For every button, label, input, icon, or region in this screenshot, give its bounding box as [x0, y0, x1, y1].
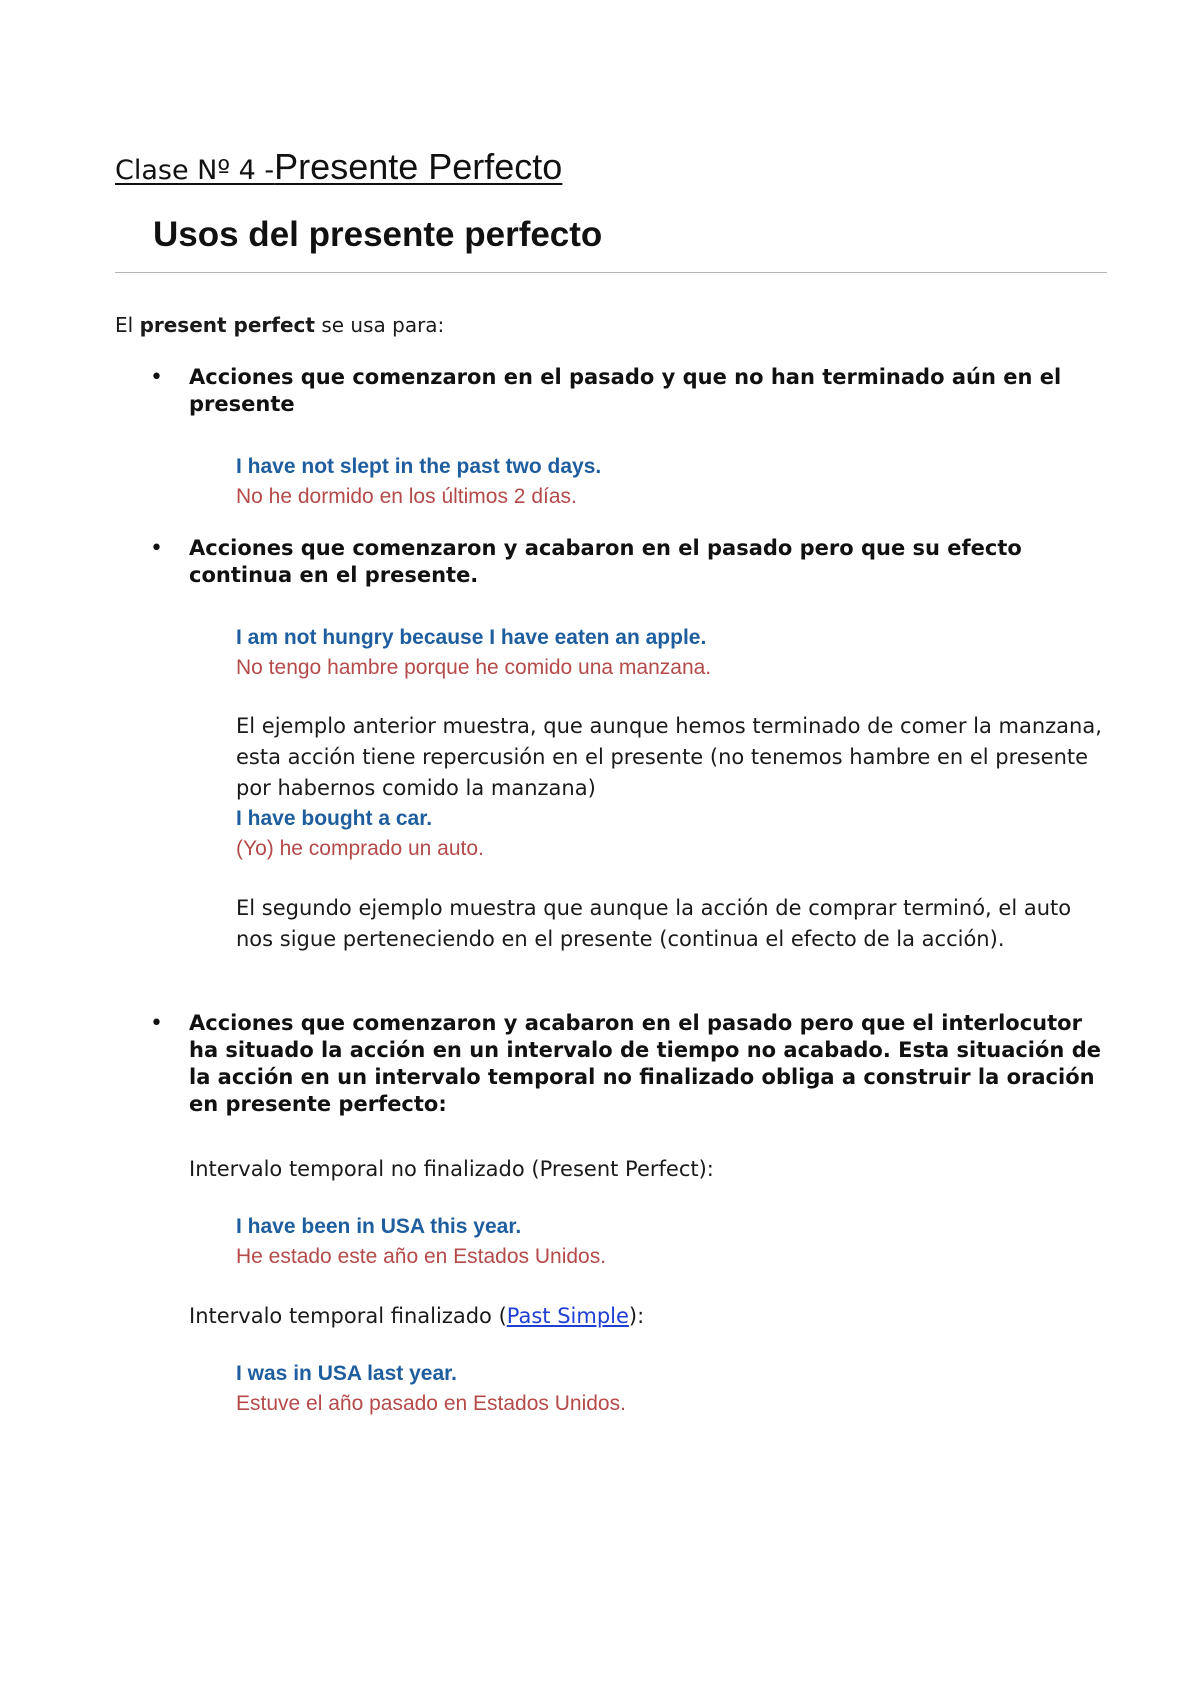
use-3-label1: Intervalo temporal no finalizado (Present Perfect): — [189, 1157, 714, 1181]
bullet-3: • — [150, 1011, 163, 1036]
use-1-example-en: I have not slept in the past two days. — [236, 455, 602, 478]
bullet-2: • — [150, 536, 163, 561]
use-2-example1-es: No tengo hambre porque he comido una manzana. — [236, 656, 712, 679]
use-2-example2-en: I have bought a car. — [236, 807, 433, 830]
use-2-text: Acciones que comenzaron y acabaron en el pasado pero que su efecto continua en el presente. — [189, 536, 1022, 587]
bullet-1: • — [150, 365, 163, 390]
horizontal-rule — [115, 272, 1107, 273]
use-3-label2: Intervalo temporal finalizado (Past Simple): — [189, 1304, 645, 1328]
intro-text: El present perfect se usa para: — [115, 313, 445, 337]
doc-title — [115, 146, 562, 188]
use-3-example2-es: Estuve el año pasado en Estados Unidos. — [236, 1392, 626, 1415]
past-simple-link[interactable]: Past Simple — [506, 1304, 629, 1328]
use-3-example1-en: I have been in USA this year. — [236, 1215, 522, 1238]
use-2-example1-en: I am not hungry because I have eaten an apple. — [236, 626, 707, 649]
use-2-explanation2: El segundo ejemplo muestra que aunque la acción de comprar terminó, el auto nos sigue perteneciendo en el presente (continua el efecto de la acción). — [236, 896, 1072, 951]
doc-title-prefix: Clase Nº 4 - — [115, 155, 275, 186]
use-3-example1-es: He estado este año en Estados Unidos. — [236, 1245, 607, 1268]
use-3-example2-en: I was in USA last year. — [236, 1362, 457, 1385]
doc-title-main: Presente Perfecto — [274, 146, 563, 187]
use-2-explanation1: El ejemplo anterior muestra, que aunque hemos terminado de comer la manzana, esta acción tiene repercusión en el presente (no tenemos hambre en el presente por habernos comido la manzana) — [236, 714, 1102, 800]
section-heading: Usos del presente perfecto — [153, 215, 603, 254]
use-1-example-es: No he dormido en los últimos 2 días. — [236, 485, 577, 508]
use-3-text: Acciones que comenzaron y acabaron en el pasado pero que el interlocutor ha situado la acción en un intervalo de tiempo no acabado. Esta situación de la acción en un intervalo temporal no finalizado obliga a construir la oración en presente perfecto: — [189, 1011, 1101, 1116]
use-1-text: Acciones que comenzaron en el pasado y que no han terminado aún en el presente — [189, 365, 1062, 416]
intro-term: present perfect — [139, 313, 315, 337]
use-2-example2-es: (Yo) he comprado un auto. — [236, 837, 484, 860]
